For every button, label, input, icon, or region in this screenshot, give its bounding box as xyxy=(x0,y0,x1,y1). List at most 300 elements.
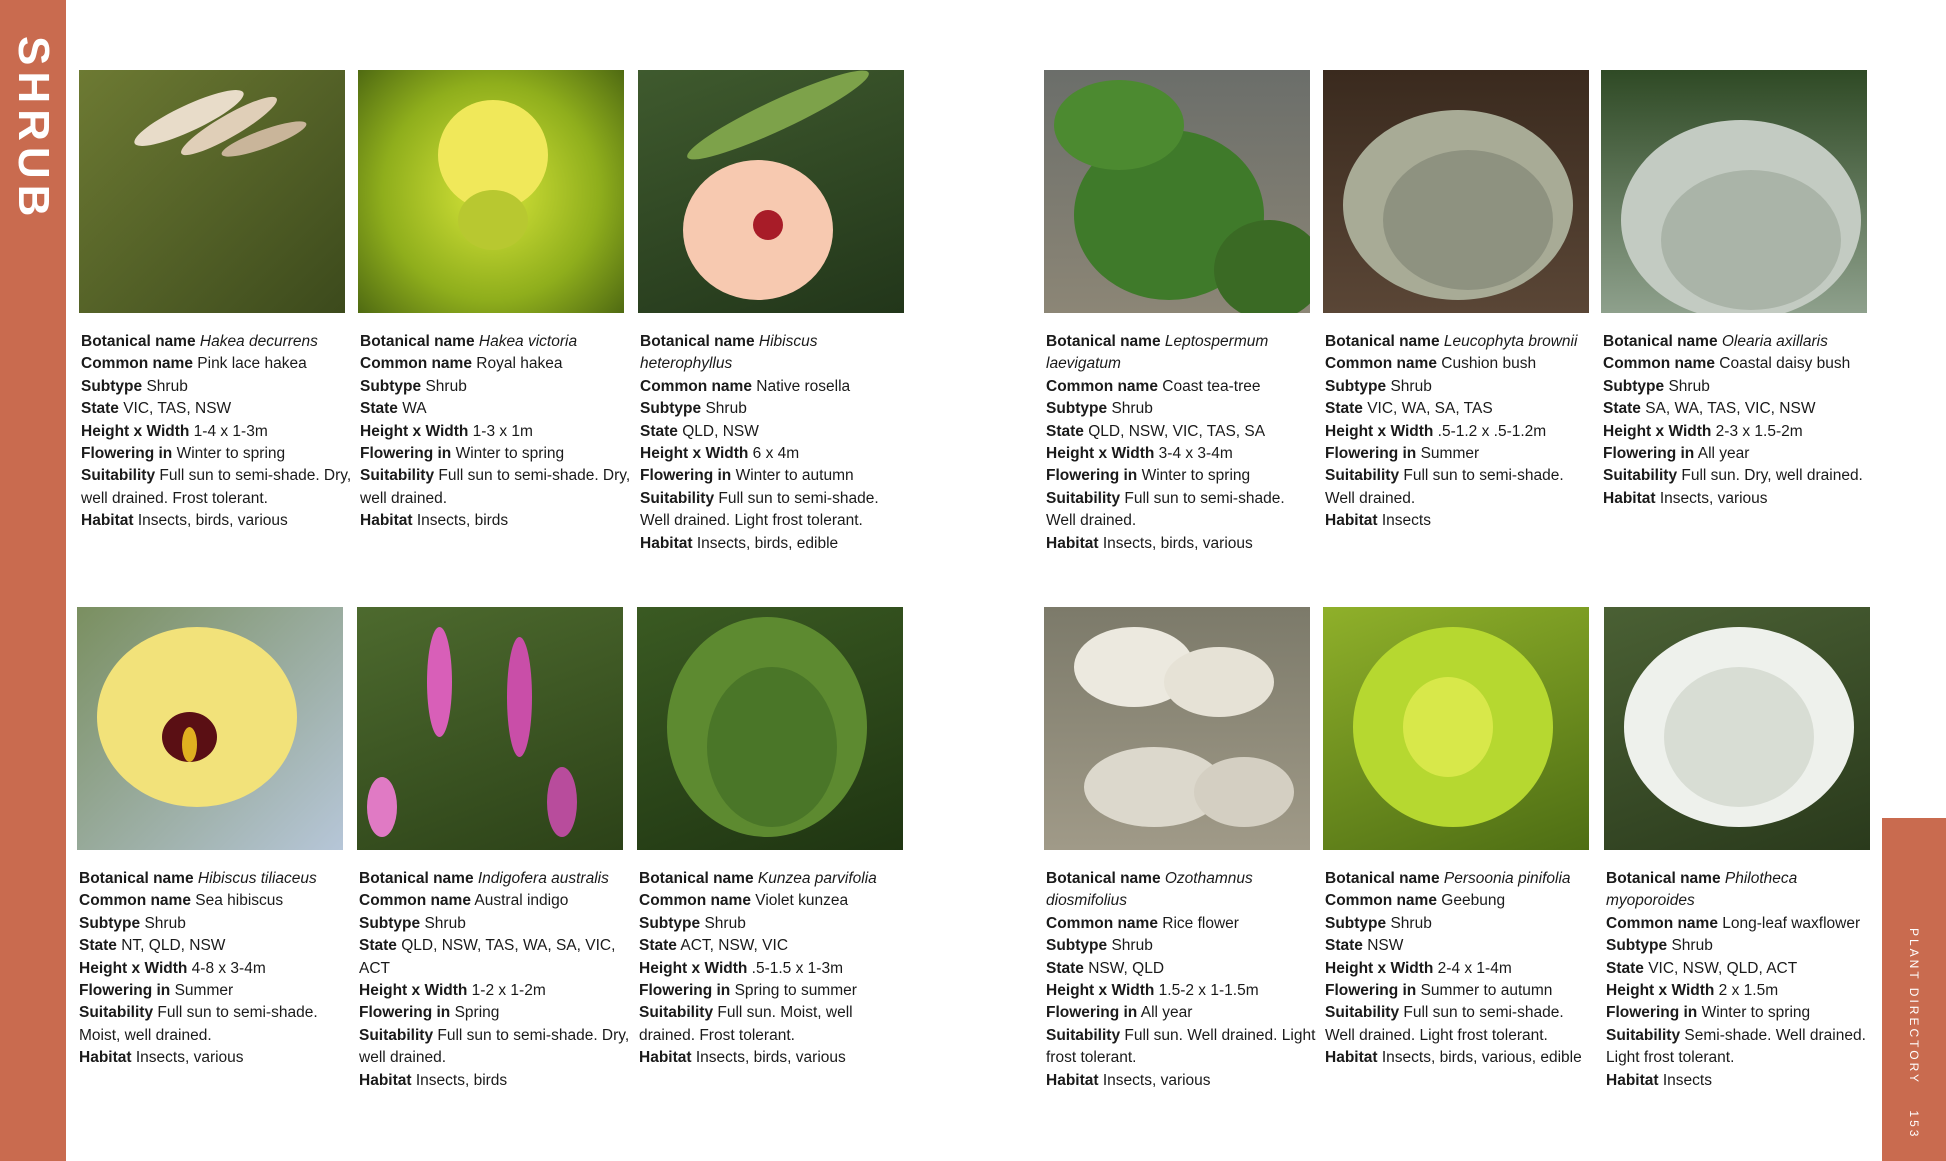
botanical-name-line xyxy=(79,868,351,890)
state-label: State xyxy=(1325,937,1363,955)
subtype-line xyxy=(1606,935,1878,957)
subtype-line xyxy=(81,376,353,398)
state-value: SA, WA, TAS, VIC, NSW xyxy=(1645,400,1816,418)
plant-photo xyxy=(638,70,904,313)
flowering-label: Flowering in xyxy=(1606,1004,1698,1022)
height-width-label: Height x Width xyxy=(639,959,748,977)
height-width-value: .5-1.5 x 1-3m xyxy=(751,959,843,977)
common-name-line xyxy=(639,890,911,912)
height-width-value: 2-4 x 1-4m xyxy=(1437,959,1512,977)
botanical-name-value: Olearia axillaris xyxy=(1721,333,1828,350)
botanical-name-label: Botanical name xyxy=(360,333,475,350)
subtype-value: Shrub xyxy=(705,400,747,418)
suitability-label: Suitability xyxy=(1606,1026,1681,1044)
habitat-label: Habitat xyxy=(639,1049,692,1067)
state-value: QLD, NSW xyxy=(682,422,759,440)
habitat-value: Insects xyxy=(1381,512,1431,530)
common-name-line xyxy=(1046,376,1318,398)
botanical-name-value: Leucophyta brownii xyxy=(1443,333,1578,350)
state-label: State xyxy=(1046,959,1084,977)
suitability-label: Suitability xyxy=(81,467,156,485)
height-width-line xyxy=(1046,980,1318,1002)
plant-photo xyxy=(79,70,345,313)
flowering-line xyxy=(360,443,632,465)
botanical-name-line xyxy=(1325,331,1597,353)
subtype-value: Shrub xyxy=(146,377,188,395)
height-width-label: Height x Width xyxy=(1603,422,1712,440)
suitability-label: Suitability xyxy=(1325,467,1400,485)
subtype-value: Shrub xyxy=(1390,914,1432,932)
common-name-line xyxy=(1046,913,1318,935)
common-name-label: Common name xyxy=(1046,914,1158,932)
subtype-label: Subtype xyxy=(639,914,701,932)
plant-entry xyxy=(357,607,631,1092)
habitat-label: Habitat xyxy=(1325,1049,1378,1067)
habitat-label: Habitat xyxy=(360,512,413,530)
habitat-label: Habitat xyxy=(1325,512,1378,530)
state-value: NSW, QLD xyxy=(1088,959,1165,977)
botanical-name-line xyxy=(1603,331,1875,353)
subtype-line xyxy=(1603,376,1875,398)
habitat-value: Insects, birds, various xyxy=(137,512,288,530)
plant-details xyxy=(358,331,632,533)
height-width-line xyxy=(640,443,912,465)
common-name-label: Common name xyxy=(359,892,471,910)
state-line xyxy=(359,935,631,980)
height-width-line xyxy=(1325,958,1597,980)
state-line xyxy=(1606,958,1878,980)
habitat-line xyxy=(639,1047,911,1069)
suitability-line xyxy=(1325,465,1597,510)
subtype-label: Subtype xyxy=(1046,400,1108,418)
common-name-value: Geebung xyxy=(1441,892,1506,910)
suitability-line xyxy=(1046,1025,1318,1070)
subtype-value: Shrub xyxy=(144,914,186,932)
habitat-label: Habitat xyxy=(81,512,134,530)
flowering-value: Winter to spring xyxy=(176,445,286,463)
common-name-label: Common name xyxy=(639,892,751,910)
botanical-name-value: Ozothamnus diosmifolius xyxy=(1046,870,1253,910)
botanical-name-value: Hibiscus heterophyllus xyxy=(640,333,818,373)
height-width-value: 1-4 x 1-3m xyxy=(193,422,268,440)
botanical-name-line xyxy=(1325,868,1597,890)
botanical-name-label: Botanical name xyxy=(1325,333,1440,350)
habitat-label: Habitat xyxy=(1603,489,1656,507)
botanical-name-label: Botanical name xyxy=(640,333,755,350)
suitability-value: Full sun to semi-shade. Well drained. xyxy=(1325,467,1564,507)
plant-entry xyxy=(77,607,351,1070)
suitability-label: Suitability xyxy=(639,1004,714,1022)
state-line xyxy=(360,398,632,420)
common-name-value: Pink lace hakea xyxy=(197,355,307,373)
height-width-label: Height x Width xyxy=(640,445,749,463)
common-name-line xyxy=(359,890,631,912)
subtype-value: Shrub xyxy=(424,914,466,932)
state-label: State xyxy=(81,400,119,418)
common-name-label: Common name xyxy=(640,377,752,395)
plant-details xyxy=(79,331,353,533)
height-width-value: 1.5-2 x 1-1.5m xyxy=(1158,982,1259,1000)
subtype-value: Shrub xyxy=(1668,377,1710,395)
suitability-line xyxy=(359,1025,631,1070)
botanical-name-value: Hakea victoria xyxy=(478,333,578,350)
height-width-label: Height x Width xyxy=(1046,982,1155,1000)
height-width-value: .5-1.2 x .5-1.2m xyxy=(1437,422,1547,440)
botanical-name-value: Hakea decurrens xyxy=(199,333,318,350)
botanical-name-label: Botanical name xyxy=(359,870,474,887)
subtype-label: Subtype xyxy=(640,400,702,418)
suitability-line xyxy=(1046,488,1318,533)
plant-details xyxy=(1044,331,1318,555)
habitat-line xyxy=(1606,1070,1878,1092)
common-name-line xyxy=(1325,353,1597,375)
plant-photo xyxy=(358,70,624,313)
subtype-value: Shrub xyxy=(1671,937,1713,955)
habitat-line xyxy=(640,533,912,555)
section-tab xyxy=(0,0,66,1161)
common-name-label: Common name xyxy=(1325,892,1437,910)
state-value: VIC, NSW, QLD, ACT xyxy=(1648,959,1798,977)
plant-photo xyxy=(1601,70,1867,313)
subtype-line xyxy=(79,913,351,935)
subtype-value: Shrub xyxy=(1111,937,1153,955)
plant-photo xyxy=(357,607,623,850)
flowering-label: Flowering in xyxy=(639,982,731,1000)
height-width-line xyxy=(639,958,911,980)
suitability-value: Full sun. Moist, well drained. Frost tolerant. xyxy=(639,1004,853,1044)
common-name-label: Common name xyxy=(1046,377,1158,395)
subtype-line xyxy=(1046,935,1318,957)
botanical-name-line xyxy=(360,331,632,353)
plant-photo xyxy=(1323,607,1589,850)
suitability-value: Full sun to semi-shade. Moist, well drained. xyxy=(79,1004,318,1044)
habitat-value: Insects, birds, various, edible xyxy=(1381,1049,1582,1067)
habitat-label: Habitat xyxy=(1606,1071,1659,1089)
common-name-value: Royal hakea xyxy=(476,355,563,373)
suitability-label: Suitability xyxy=(79,1004,154,1022)
plant-entry xyxy=(1604,607,1878,1092)
botanical-name-label: Botanical name xyxy=(1325,870,1440,887)
subtype-value: Shrub xyxy=(1111,400,1153,418)
suitability-value: Full sun to semi-shade. Dry, well drained. Frost tolerant. xyxy=(81,467,352,507)
plant-entry xyxy=(637,607,911,1070)
state-value: NT, QLD, NSW xyxy=(121,937,226,955)
flowering-line xyxy=(1046,465,1318,487)
height-width-label: Height x Width xyxy=(360,422,469,440)
height-width-line xyxy=(79,958,351,980)
suitability-label: Suitability xyxy=(360,467,435,485)
flowering-line xyxy=(1603,443,1875,465)
suitability-label: Suitability xyxy=(1325,1004,1400,1022)
flowering-value: Summer xyxy=(1420,445,1480,463)
common-name-value: Austral indigo xyxy=(474,892,569,910)
common-name-label: Common name xyxy=(360,355,472,373)
botanical-name-label: Botanical name xyxy=(81,333,196,350)
height-width-value: 2-3 x 1.5-2m xyxy=(1715,422,1803,440)
height-width-line xyxy=(359,980,631,1002)
subtype-label: Subtype xyxy=(1046,937,1108,955)
state-value: NSW xyxy=(1367,937,1404,955)
plant-details xyxy=(1044,868,1318,1092)
plant-details xyxy=(357,868,631,1092)
common-name-label: Common name xyxy=(1606,914,1718,932)
common-name-label: Common name xyxy=(1603,355,1715,373)
subtype-label: Subtype xyxy=(1325,377,1387,395)
common-name-line xyxy=(1325,890,1597,912)
flowering-line xyxy=(640,465,912,487)
subtype-line xyxy=(1325,913,1597,935)
habitat-line xyxy=(81,510,353,532)
flowering-label: Flowering in xyxy=(1325,445,1417,463)
subtype-label: Subtype xyxy=(360,377,422,395)
suitability-line xyxy=(1606,1025,1878,1070)
subtype-line xyxy=(360,376,632,398)
footer-label xyxy=(1904,928,1924,1139)
suitability-label: Suitability xyxy=(1603,467,1678,485)
common-name-value: Native rosella xyxy=(756,377,851,395)
botanical-name-line xyxy=(1606,868,1878,913)
flowering-line xyxy=(1325,443,1597,465)
height-width-label: Height x Width xyxy=(1325,959,1434,977)
height-width-value: 1-3 x 1m xyxy=(472,422,533,440)
state-value: QLD, NSW, VIC, TAS, SA xyxy=(1088,422,1266,440)
suitability-value: Full sun to semi-shade. Well drained. Light frost tolerant. xyxy=(1325,1004,1564,1044)
flowering-label: Flowering in xyxy=(1325,982,1417,1000)
plant-details xyxy=(637,868,911,1070)
botanical-name-value: Philotheca myoporoides xyxy=(1606,870,1798,910)
plant-details xyxy=(77,868,351,1070)
plant-photo xyxy=(1044,607,1310,850)
subtype-label: Subtype xyxy=(1606,937,1668,955)
state-label: State xyxy=(640,422,678,440)
habitat-line xyxy=(1325,510,1597,532)
height-width-label: Height x Width xyxy=(1325,422,1434,440)
common-name-value: Rice flower xyxy=(1162,914,1239,932)
botanical-name-value: Kunzea parvifolia xyxy=(757,870,877,887)
common-name-line xyxy=(81,353,353,375)
flowering-line xyxy=(1046,1002,1318,1024)
habitat-label: Habitat xyxy=(79,1049,132,1067)
botanical-name-label: Botanical name xyxy=(1046,333,1161,350)
plant-photo xyxy=(77,607,343,850)
flowering-label: Flowering in xyxy=(1603,445,1695,463)
height-width-line xyxy=(1603,421,1875,443)
habitat-value: Insects, various xyxy=(1102,1071,1211,1089)
state-line xyxy=(640,421,912,443)
suitability-line xyxy=(79,1002,351,1047)
height-width-label: Height x Width xyxy=(1606,982,1715,1000)
habitat-label: Habitat xyxy=(359,1071,412,1089)
state-value: QLD, NSW, TAS, WA, SA, VIC, ACT xyxy=(359,937,616,977)
page-footer-tab xyxy=(1882,818,1946,1161)
botanical-name-line xyxy=(359,868,631,890)
suitability-label: Suitability xyxy=(640,489,715,507)
plant-entry xyxy=(79,70,353,533)
habitat-line xyxy=(359,1070,631,1092)
plant-entry xyxy=(1601,70,1875,510)
habitat-label: Habitat xyxy=(1046,1071,1099,1089)
habitat-line xyxy=(1046,1070,1318,1092)
subtype-value: Shrub xyxy=(704,914,746,932)
height-width-value: 6 x 4m xyxy=(752,445,800,463)
habitat-value: Insects, birds, various xyxy=(695,1049,846,1067)
footer-title: PLANT DIRECTORY xyxy=(1907,928,1921,1086)
common-name-line xyxy=(640,376,912,398)
habitat-value: Insects, birds, edible xyxy=(696,534,839,552)
page-number: 153 xyxy=(1907,1110,1921,1140)
subtype-value: Shrub xyxy=(425,377,467,395)
flowering-value: Winter to spring xyxy=(1141,467,1251,485)
habitat-label: Habitat xyxy=(640,534,693,552)
state-label: State xyxy=(1046,422,1084,440)
habitat-value: Insects, birds xyxy=(415,1071,508,1089)
state-label: State xyxy=(1606,959,1644,977)
subtype-line xyxy=(640,398,912,420)
botanical-name-label: Botanical name xyxy=(1603,333,1718,350)
suitability-value: Full sun to semi-shade. Dry, well drained. xyxy=(359,1026,630,1067)
suitability-label: Suitability xyxy=(1046,1026,1121,1044)
state-label: State xyxy=(1603,400,1641,418)
botanical-name-line xyxy=(1046,868,1318,913)
habitat-line xyxy=(360,510,632,532)
botanical-name-value: Persoonia pinifolia xyxy=(1443,870,1571,887)
height-width-label: Height x Width xyxy=(81,422,190,440)
plant-photo xyxy=(1604,607,1870,850)
common-name-value: Cushion bush xyxy=(1441,355,1537,373)
plant-details xyxy=(1601,331,1875,510)
suitability-line xyxy=(1603,465,1875,487)
flowering-value: All year xyxy=(1697,445,1750,463)
suitability-value: Full sun. Well drained. Light frost tolerant. xyxy=(1046,1026,1316,1067)
common-name-label: Common name xyxy=(79,892,191,910)
suitability-line xyxy=(360,465,632,510)
subtype-line xyxy=(639,913,911,935)
flowering-value: Winter to spring xyxy=(1701,1004,1811,1022)
height-width-line xyxy=(360,421,632,443)
plant-details xyxy=(1323,868,1597,1070)
plant-entry xyxy=(1323,607,1597,1070)
common-name-value: Long-leaf waxflower xyxy=(1722,914,1861,932)
habitat-value: Insects, birds xyxy=(416,512,509,530)
flowering-label: Flowering in xyxy=(1046,467,1138,485)
botanical-name-label: Botanical name xyxy=(639,870,754,887)
height-width-line xyxy=(1606,980,1878,1002)
botanical-name-line xyxy=(640,331,912,376)
state-value: ACT, NSW, VIC xyxy=(680,937,789,955)
state-label: State xyxy=(360,400,398,418)
flowering-label: Flowering in xyxy=(640,467,732,485)
flowering-line xyxy=(1606,1002,1878,1024)
height-width-label: Height x Width xyxy=(1046,445,1155,463)
botanical-name-value: Indigofera australis xyxy=(477,870,609,887)
plant-photo xyxy=(637,607,903,850)
flowering-label: Flowering in xyxy=(359,1004,451,1022)
subtype-value: Shrub xyxy=(1390,377,1432,395)
plant-details xyxy=(638,331,912,555)
common-name-value: Sea hibiscus xyxy=(195,892,284,910)
subtype-label: Subtype xyxy=(1603,377,1665,395)
common-name-line xyxy=(1603,353,1875,375)
plant-entry xyxy=(1044,607,1318,1092)
flowering-value: All year xyxy=(1140,1004,1193,1022)
flowering-line xyxy=(79,980,351,1002)
subtype-line xyxy=(359,913,631,935)
subtype-label: Subtype xyxy=(81,377,143,395)
subtype-line xyxy=(1325,376,1597,398)
habitat-line xyxy=(1603,488,1875,510)
state-line xyxy=(1325,398,1597,420)
flowering-value: Spring to summer xyxy=(734,982,857,1000)
state-line xyxy=(639,935,911,957)
suitability-value: Semi-shade. Well drained. Light frost tolerant. xyxy=(1606,1026,1866,1067)
suitability-value: Full sun to semi-shade. Dry, well drained. xyxy=(360,467,631,507)
height-width-line xyxy=(1046,443,1318,465)
suitability-line xyxy=(640,488,912,533)
plant-entry xyxy=(638,70,912,555)
suitability-value: Full sun. Dry, well drained. xyxy=(1681,467,1863,485)
flowering-label: Flowering in xyxy=(79,982,171,1000)
state-line xyxy=(1603,398,1875,420)
flowering-value: Summer xyxy=(174,982,234,1000)
suitability-line xyxy=(639,1002,911,1047)
flowering-line xyxy=(81,443,353,465)
subtype-label: Subtype xyxy=(1325,914,1387,932)
suitability-value: Full sun to semi-shade. Well drained. xyxy=(1046,489,1285,530)
state-label: State xyxy=(79,937,117,955)
state-value: WA xyxy=(402,400,427,418)
height-width-label: Height x Width xyxy=(359,982,468,1000)
botanical-name-label: Botanical name xyxy=(1046,870,1161,887)
common-name-value: Violet kunzea xyxy=(755,892,849,910)
plant-details xyxy=(1323,331,1597,533)
plant-details xyxy=(1604,868,1878,1092)
habitat-value: Insects, birds, various xyxy=(1102,534,1253,552)
habitat-value: Insects, various xyxy=(1659,489,1768,507)
plant-photo xyxy=(1323,70,1589,313)
state-value: VIC, WA, SA, TAS xyxy=(1367,400,1493,418)
height-width-line xyxy=(1325,421,1597,443)
flowering-label: Flowering in xyxy=(1046,1004,1138,1022)
habitat-value: Insects xyxy=(1662,1071,1712,1089)
flowering-line xyxy=(1325,980,1597,1002)
botanical-name-label: Botanical name xyxy=(1606,870,1721,887)
height-width-value: 1-2 x 1-2m xyxy=(471,982,546,1000)
botanical-name-line xyxy=(1046,331,1318,376)
botanical-name-line xyxy=(639,868,911,890)
state-label: State xyxy=(639,937,677,955)
section-label: SHRUB xyxy=(9,36,58,223)
botanical-name-value: Leptospermum laevigatum xyxy=(1046,333,1269,373)
common-name-value: Coast tea-tree xyxy=(1162,377,1261,395)
state-line xyxy=(1325,935,1597,957)
height-width-line xyxy=(81,421,353,443)
subtype-label: Subtype xyxy=(79,914,141,932)
suitability-value: Full sun to semi-shade. Well drained. Light frost tolerant. xyxy=(640,489,879,530)
height-width-value: 4-8 x 3-4m xyxy=(191,959,266,977)
botanical-name-label: Botanical name xyxy=(79,870,194,887)
suitability-label: Suitability xyxy=(359,1026,434,1044)
plant-entry xyxy=(358,70,632,533)
subtype-line xyxy=(1046,398,1318,420)
state-line xyxy=(1046,958,1318,980)
habitat-line xyxy=(1046,533,1318,555)
flowering-line xyxy=(359,1002,631,1024)
state-line xyxy=(1046,421,1318,443)
common-name-line xyxy=(79,890,351,912)
common-name-label: Common name xyxy=(1325,355,1437,373)
state-label: State xyxy=(359,937,397,955)
flowering-line xyxy=(639,980,911,1002)
